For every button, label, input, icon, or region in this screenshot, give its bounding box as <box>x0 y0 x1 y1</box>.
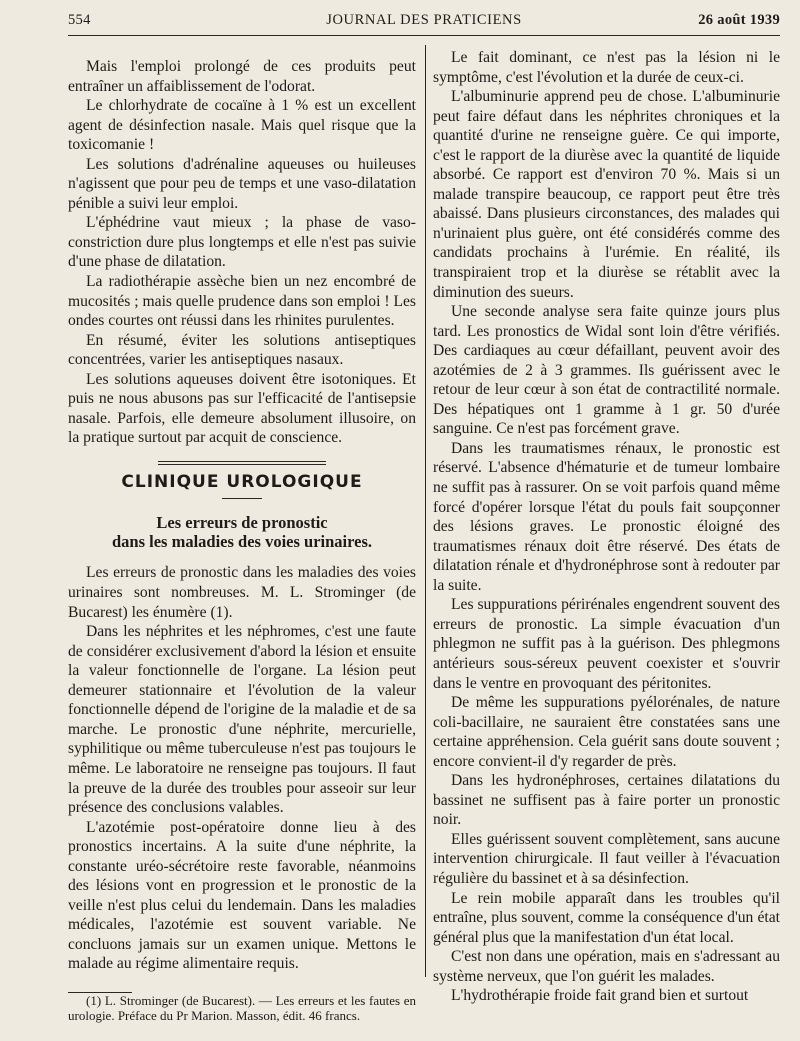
journal-title: JOURNAL DES PRATICIENS <box>326 12 522 28</box>
paragraph: L'azotémie post-opératoire donne lieu à des pronostics incertains. A la suite d'une néphrite, la constante uréo-sécrétoire reste favorable, néanmoins des lésions vont en progression et le pronostic de la veille n'est plus celui du lendemain. Dans les maladies médicales, l'azotémie est souvent variable. Ne concluons jamais sur un examen unique. Mettons le malade au régime alimentaire requis. <box>68 818 416 973</box>
paragraph: Dans les néphrites et les néphromes, c'est une faute de considérer exclusivement d'abord la lésion et ensuite la valeur fonctionnelle de l'organe. La lésion peut demeurer stationnaire et l'évolution de la valeur fonctionnelle dépend de l'origine de la maladie et de sa marche. Le pronostic d'une néphrite, mercurielle, syphilitique ou même tuberculeuse n'est pas toujours le même. Le laboratoire ne renseigne pas toujours. Il faut la preuve de la durée des troubles pour asseoir sur leur présence des conclusions valables. <box>68 623 416 817</box>
paragraph: L'albuminurie apprend peu de chose. L'albuminurie peut faire défaut dans les néphrites chroniques et la quantité d'urine ne renseigne guère. Ce qui importe, c'est le rapport de la diurèse avec la quantité de liquide absorbé. Ce rapport est d'environ 70 %. Mais si un malade transpire beaucoup, ce rapport peut être très abaissé. Dans plusieurs circonstances, des malades qui n'urinaient plus guère, ont été considérés comme des candidats prochains à l'urémie. En réalité, ils transpiraient trop et la diurèse se rétablit avec la diminution des sueurs. <box>433 88 780 301</box>
paragraph: Le rein mobile apparaît dans les troubles qu'il entraîne, plus souvent, comme la conséquence d'un état général plus que la manifestation d'un état local. <box>433 889 780 946</box>
section-double-rule <box>158 461 326 467</box>
section-title: CLINIQUE UROLOGIQUE <box>121 471 363 492</box>
column-divider <box>425 45 426 977</box>
paragraph: C'est non dans une opération, mais en s'adressant au système nerveux, que l'on guérit les malades. <box>433 948 780 985</box>
section-title-rule <box>222 498 262 499</box>
paragraph: De même les suppurations pyélorénales, de nature coli-bacillaire, ne sauraient être constatées sans une certaine appréhension. Cela guérit sans doute souvent ; encore convient-il d'y regarder de près. <box>433 694 780 770</box>
paragraph: Les solutions d'adrénaline aqueuses ou huileuses n'agissent que pour peu de temps et une vaso-dilatation pénible a suivi leur emploi. <box>68 155 416 212</box>
paragraph: Le chlorhydrate de cocaïne à 1 % est un excellent agent de désinfection nasale. Mais quel risque que la toxicomanie ! <box>68 97 416 154</box>
paragraph: En résumé, éviter les solutions antiseptiques concentrées, varier les antiseptiques nasaux. <box>68 331 416 369</box>
article-title <box>68 513 416 563</box>
paragraph: Les erreurs de pronostic dans les maladies des voies urinaires sont nombreuses. M. L. Strominger (de Bucarest) les énumère (1). <box>68 564 416 621</box>
left-column <box>68 57 416 1023</box>
paragraph: L'éphédrine vaut mieux ; la phase de vaso-constriction dure plus longtemps et elle n'est pas suivie d'une phase de dilatation. <box>68 214 416 271</box>
paragraph: Dans les hydronéphroses, certaines dilatations du bassinet ne suffisent pas à faire porter un pronostic noir. <box>433 772 780 829</box>
right-column <box>433 48 780 1006</box>
running-header <box>68 12 780 34</box>
page-number: 554 <box>68 12 91 28</box>
issue-date: 26 août 1939 <box>698 12 780 28</box>
paragraph: L'hydrothérapie froide fait grand bien et surtout <box>451 987 749 1005</box>
paragraph: Elles guérissent souvent complètement, sans aucune intervention chirurgicale. Il faut veiller à l'évacuation régulière du bassinet et à sa désinfection. <box>433 830 780 887</box>
article-title-line-1: Les erreurs de pronostic <box>156 513 328 533</box>
paragraph: Le fait dominant, ce n'est pas la lésion ni le symptôme, c'est l'évolution et la durée de ceux-ci. <box>433 49 780 86</box>
paragraph: Les solutions aqueuses doivent être isotoniques. Et puis ne nous abusons pas sur l'efficacité de l'antisepsie nasale. Parfois, elle demeure absolument illusoire, on la pratique surtout par acquit de conscience. <box>68 370 416 447</box>
paragraph: Mais l'emploi prolongé de ces produits peut entraîner un affaiblissement de l'odorat. <box>68 58 416 95</box>
paragraph: La radiothérapie assèche bien un nez encombré de mucosités ; mais quelle prudence dans son emploi ! Les ondes courtes ont réussi dans les rhinites purulentes. <box>68 273 416 330</box>
paragraph: Dans les traumatismes rénaux, le pronostic est réservé. L'absence d'hématurie et de tumeur lombaire ne suffit pas à rassurer. On se voit parfois quand même forcé d'opérer lorsque l'état du pouls fait soupçonner des lésions graves. Le pronostic éloigné des traumatismes rénaux doit être réservé. Des états de dilatation rénale et d'hydronéphrose sont à redouter par la suite. <box>433 439 780 594</box>
footnote: (1) L. Strominger (de Bucarest). — Les erreurs et les fautes en urologie. Préface du Pr Marion. Masson, édit. 46 francs. <box>68 992 416 1023</box>
article-title-line-2: dans les maladies des voies urinaires. <box>111 532 373 552</box>
paragraph: Les suppurations périrénales engendrent souvent des erreurs de pronostic. La simple évacuation d'un phlegmon ne suffit pas à la guérison. Des phlegmons antérieurs sous-séreux peuvent coexister et s'ouvrir dans le ventre en provoquant des péritonites. <box>433 596 780 692</box>
paragraph: Une seconde analyse sera faite quinze jours plus tard. Les pronostics de Widal sont loin d'être vérifiés. Des cardiaques au cœur défaillant, peuvent avoir des azotémies de 2 à 3 grammes. Ils guérissent avec le retour de leur cœur à son état de contractilité normale. Des hépatiques ont 1 gramme à 1 gr. 50 d'urée sanguine. Ce n'est pas forcément grave. <box>433 303 780 438</box>
header-rule <box>68 35 780 36</box>
